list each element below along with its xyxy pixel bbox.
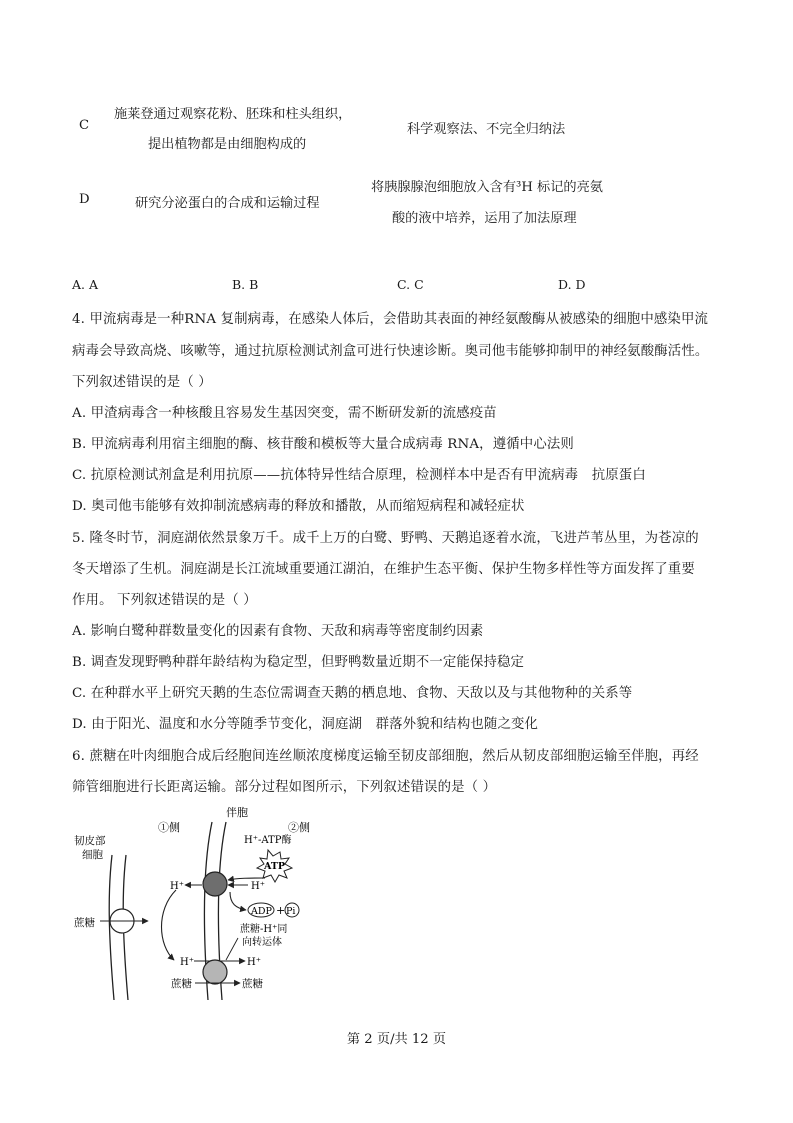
q4-option-c: C. 抗原检测试剂盒是利用抗原——抗体特异性结合原理，检测样本中是否有甲流病毒 抗原蛋白 [72,468,646,483]
label-h-left: H⁺ [170,881,184,892]
q5-stem-line1: 5. 隆冬时节，洞庭湖依然景象万千。成千上万的白鹭、野鸭、天鹅追逐着水流，飞进芦苇丛里，为苍凉的 [72,531,699,546]
q5-option-c: C. 在种群水平上研究天鹅的生态位需调查天鹅的栖息地、食物、天敌以及与其他物种的关系等 [72,686,633,701]
label-atpase: H⁺-ATP酶 [244,835,292,846]
label-phloem-line2: 细胞 [82,849,103,861]
q5-option-a: A. 影响白鹭种群数量变化的因素有食物、天敌和病毒等密度制约因素 [72,624,484,639]
row-d-letter: D [79,192,90,207]
q3-option-a: A. A [72,277,99,292]
label-sucrose-bottom-left: 蔗糖 [171,978,192,990]
sucrose-h-cotransporter [203,960,227,984]
arrow-atp-in [228,878,265,880]
label-sucrose-left: 蔗糖 [74,917,95,929]
q3-option-d: D. D [558,277,586,292]
q5-stem-line3: 作用。 下列叙述错误的是（ ） [72,593,257,608]
row-d-method-line2: 酸的液中培养，运用了加法原理 [392,211,577,226]
label-companion: 伴胞 [226,806,248,819]
q4-stem-line2: 病毒会导致高烧、咳嗽等，通过抗原检测试剂盒可进行快速诊断。奥司他韦能够抑制甲的神经氨酸酶活性。 [72,344,709,359]
q5-option-d: D. 由于阳光、温度和水分等随季节变化，洞庭湖 群落外貌和结构也随之变化 [72,717,539,732]
label-side2: ②侧 [288,821,310,834]
page-footer: 第 2 页/共 12 页 [346,1032,447,1047]
label-cotransporter-line2: 向转运体 [242,937,282,948]
label-atp: ATP [264,861,286,872]
label-h-low-left: H⁺ [180,957,194,968]
row-c-content-line2: 提出植物都是由细胞构成的 [148,137,307,152]
label-side1: ①侧 [158,821,180,834]
row-c-letter: C [79,118,90,133]
row-c-content-line1: 施莱登通过观察花粉、胚珠和柱头组织， [114,107,352,122]
label-sucrose-bottom-right: 蔗糖 [242,978,263,990]
q5-option-b: B. 调查发现野鸭种群年龄结构为稳定型，但野鸭数量近期不一定能保持稳定 [72,655,525,670]
arrow-to-adp [230,892,246,910]
row-d-method-line1: 将胰腺腺泡细胞放入含有³H 标记的亮氨 [371,180,603,195]
q4-option-a: A. 甲渣病毒含一种核酸且容易发生基因突变，需不断研发新的流感疫苗 [72,406,497,421]
label-adp: ADP [251,906,272,917]
row-d-content: 研究分泌蛋白的合成和运输过程 [135,196,320,211]
arrow-h-cycle [162,890,177,960]
q4-stem-line1: 4. 甲流病毒是一种RNA 复制病毒，在感染人体后，会借助其表面的神经氨酸酶从被感染的细胞中感染甲流 [72,312,709,327]
label-plus: + [276,904,286,917]
h-atpase-pump [203,872,227,896]
q4-option-b: B. 甲流病毒利用宿主细胞的酶、核苷酸和模板等大量合成病毒 RNA，遵循中心法则 [72,437,574,452]
q3-option-b: B. B [232,277,259,292]
sucrose-transport-figure [70,800,370,1005]
pointer-cotransporter [226,938,238,960]
q3-option-c: C. C [397,277,424,292]
label-cotransporter-line1: 蔗糖-H⁺同 [240,924,288,935]
row-c-method: 科学观察法、不完全归纳法 [407,122,566,137]
label-phloem-line1: 韧皮部 [74,835,106,847]
label-pi: Pi [286,906,296,917]
q4-option-d: D. 奥司他韦能够有效抑制流感病毒的释放和播散，从而缩短病程和减轻症状 [72,499,525,514]
q4-stem-line3: 下列叙述错误的是（ ） [72,375,212,390]
q6-stem-line2: 筛管细胞进行长距离运输。部分过程如图所示，下列叙述错误的是（ ） [72,780,497,795]
q6-stem-line1: 6. 蔗糖在叶肉细胞合成后经胞间连丝顺浓度梯度运输至韧皮部细胞，然后从韧皮部细胞运输至伴胞，再经 [72,749,699,764]
label-h-right: H⁺ [251,881,265,892]
q5-stem-line2: 冬天增添了生机。洞庭湖是长江流域重要通江湖泊，在维护生态平衡、保护生物多样性等方面发挥了重要 [72,562,695,577]
label-h-low-right: H⁺ [247,957,261,968]
